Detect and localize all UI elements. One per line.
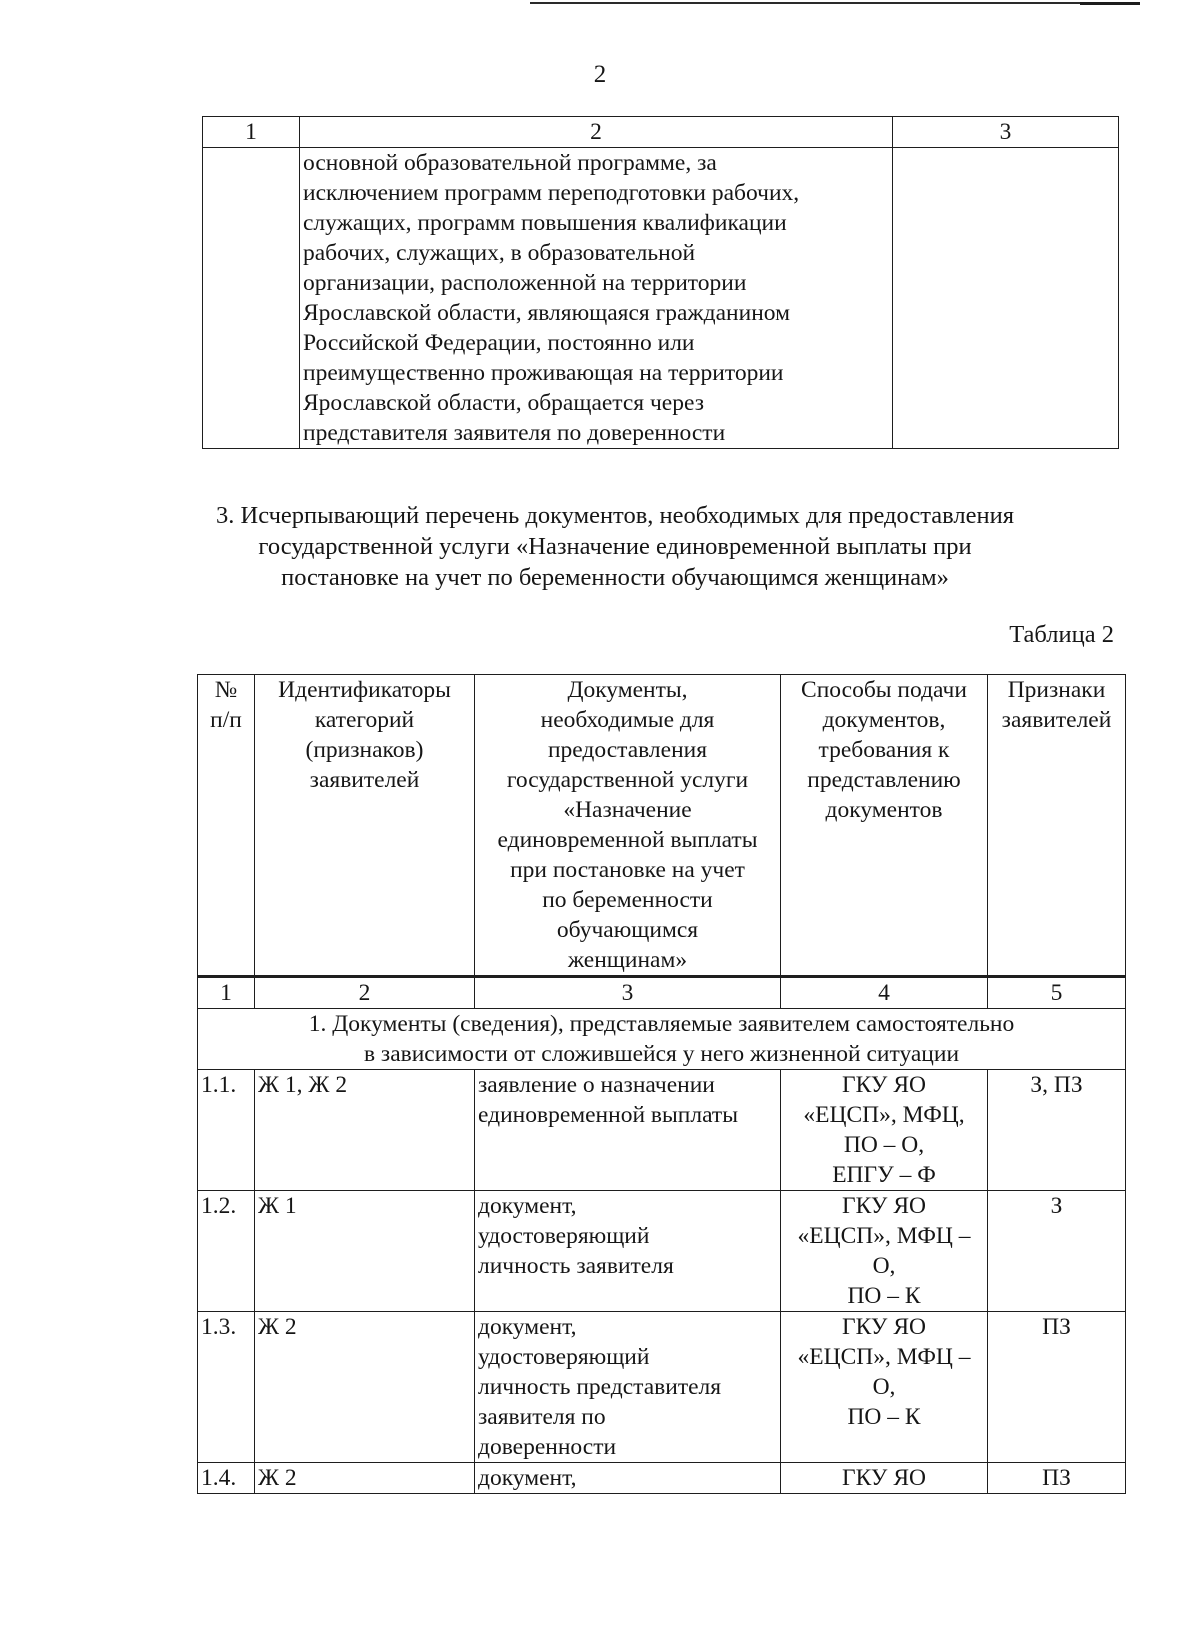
column-number: 4	[781, 977, 988, 1009]
header-line: женщинам»	[567, 947, 688, 973]
text-line: личность представителя	[478, 1374, 722, 1400]
text-line: единовременной выплаты	[478, 1102, 738, 1128]
cell-method	[781, 1070, 988, 1191]
table-row	[198, 1191, 1126, 1312]
cell-document	[475, 1191, 781, 1312]
header-line: Способы подачи	[801, 677, 967, 703]
group-heading	[198, 1009, 1126, 1070]
cell-col3	[893, 148, 1119, 449]
cell-method	[781, 1463, 988, 1494]
text-line: «ЕЦСП», МФЦ –	[797, 1223, 971, 1249]
text-line: О,	[872, 1253, 896, 1279]
header-line: документов,	[822, 707, 946, 733]
cell-identifiers: Ж 1, Ж 2	[255, 1070, 475, 1191]
cell-number: 1.3.	[198, 1312, 255, 1463]
header-line: представлению	[807, 767, 961, 793]
header-line: при постановке на учет	[510, 857, 745, 883]
header-cell-number	[198, 675, 255, 977]
header-line: по беременности	[542, 887, 713, 913]
cell-method	[781, 1191, 988, 1312]
text-line: ГКУ ЯО	[842, 1314, 926, 1340]
column-number: 2	[255, 977, 475, 1009]
cell-signs: З	[988, 1191, 1126, 1312]
cell-identifiers: Ж 2	[255, 1312, 475, 1463]
documents-table	[197, 674, 1126, 1494]
text-line: представителя заявителя по доверенности	[303, 420, 726, 446]
cell-document	[475, 1070, 781, 1191]
text-line: ГКУ ЯО	[842, 1072, 926, 1098]
header-line: п/п	[210, 707, 242, 733]
text-line: организации, расположенной на территории	[303, 270, 747, 296]
text-line: ЕПГУ – Ф	[832, 1162, 936, 1188]
continuation-table	[202, 116, 1119, 449]
table-caption: Таблица 2	[1009, 621, 1114, 648]
header-line: требования к	[818, 737, 950, 763]
table-row	[203, 148, 1119, 449]
cell-signs: З, ПЗ	[988, 1070, 1126, 1191]
cell-document	[475, 1463, 781, 1494]
text-line: рабочих, служащих, в образовательной	[303, 240, 696, 266]
cell-col1	[203, 148, 300, 449]
cell-signs: ПЗ	[988, 1463, 1126, 1494]
text-line: основной образовательной программе, за	[303, 150, 717, 176]
header-line: №	[214, 677, 238, 703]
header-line: Признаки	[1007, 677, 1106, 703]
cell-signs: ПЗ	[988, 1312, 1126, 1463]
cell-document	[475, 1312, 781, 1463]
text-line: документ,	[478, 1314, 577, 1340]
header-cell: 2	[300, 117, 893, 148]
header-cell: 1	[203, 117, 300, 148]
cell-number: 1.2.	[198, 1191, 255, 1312]
text-line: Ярославской области, являющаяся гражданином	[303, 300, 790, 326]
column-number: 3	[475, 977, 781, 1009]
header-cell: 3	[893, 117, 1119, 148]
text-line: ПО – К	[847, 1283, 921, 1309]
column-number-row	[198, 977, 1126, 1009]
text-line: исключением программ переподготовки рабочих,	[303, 180, 800, 206]
text-line: О,	[872, 1374, 896, 1400]
cell-method	[781, 1312, 988, 1463]
text-line: удостоверяющий	[478, 1223, 650, 1249]
group-heading-row	[198, 1009, 1126, 1070]
section-heading	[150, 500, 1080, 593]
table-row	[198, 1312, 1126, 1463]
header-line: Документы,	[567, 677, 688, 703]
header-line: документов	[825, 797, 943, 823]
heading-line: 3. Исчерпывающий перечень документов, необходимых для предоставления	[216, 502, 1014, 529]
page-number: 2	[593, 61, 607, 88]
column-number: 1	[198, 977, 255, 1009]
cell-identifiers: Ж 1	[255, 1191, 475, 1312]
table-row	[198, 1070, 1126, 1191]
text-line: удостоверяющий	[478, 1344, 650, 1370]
header-cell-identifiers	[255, 675, 475, 977]
text-line: заявление о назначении	[478, 1072, 715, 1098]
header-line: обучающимся	[556, 917, 699, 943]
text-line: преимущественно проживающая на территории	[303, 360, 784, 386]
cell-description	[300, 148, 893, 449]
header-line: Идентификаторы	[278, 677, 451, 703]
header-cell-signs	[988, 675, 1126, 977]
table-row	[198, 1463, 1126, 1494]
header-line: предоставления	[547, 737, 708, 763]
text-line: «ЕЦСП», МФЦ,	[803, 1102, 965, 1128]
text-line: ПО – О,	[843, 1132, 925, 1158]
header-line: заявителей	[1001, 707, 1112, 733]
text-line: Российской Федерации, постоянно или	[303, 330, 695, 356]
text-line: Ярославской области, обращается через	[303, 390, 704, 416]
header-line: необходимые для	[540, 707, 715, 733]
text-line: ПО – К	[847, 1404, 921, 1430]
group-heading-line: 1. Документы (сведения), представляемые заявителем самостоятельно	[308, 1011, 1015, 1037]
header-line: категорий	[314, 707, 415, 733]
table-header-row	[203, 117, 1119, 148]
text-line: документ,	[478, 1465, 577, 1491]
heading-line: государственной услуги «Назначение единовременной выплаты при	[258, 533, 972, 560]
scan-edge-line	[1080, 2, 1140, 5]
text-line: «ЕЦСП», МФЦ –	[797, 1344, 971, 1370]
scan-edge-line	[530, 2, 1130, 4]
header-line: государственной услуги	[506, 767, 749, 793]
header-line: (признаков)	[305, 737, 424, 763]
cell-identifiers: Ж 2	[255, 1463, 475, 1494]
cell-number: 1.4.	[198, 1463, 255, 1494]
table-header-row	[198, 675, 1126, 977]
text-line: заявителя по	[478, 1404, 606, 1430]
header-line: единовременной выплаты	[497, 827, 758, 853]
header-cell-documents	[475, 675, 781, 977]
text-line: личность заявителя	[478, 1253, 674, 1279]
text-line: ГКУ ЯО	[842, 1465, 926, 1491]
text-line: ГКУ ЯО	[842, 1193, 926, 1219]
text-line: доверенности	[478, 1434, 617, 1460]
cell-number: 1.1.	[198, 1070, 255, 1191]
header-line: заявителей	[309, 767, 420, 793]
header-line: «Назначение	[563, 797, 692, 823]
header-cell-methods	[781, 675, 988, 977]
heading-line: постановке на учет по беременности обучающимся женщинам»	[281, 564, 949, 591]
group-heading-line: в зависимости от сложившейся у него жизненной ситуации	[363, 1041, 960, 1067]
column-number: 5	[988, 977, 1126, 1009]
text-line: документ,	[478, 1193, 577, 1219]
text-line: служащих, программ повышения квалификации	[303, 210, 787, 236]
